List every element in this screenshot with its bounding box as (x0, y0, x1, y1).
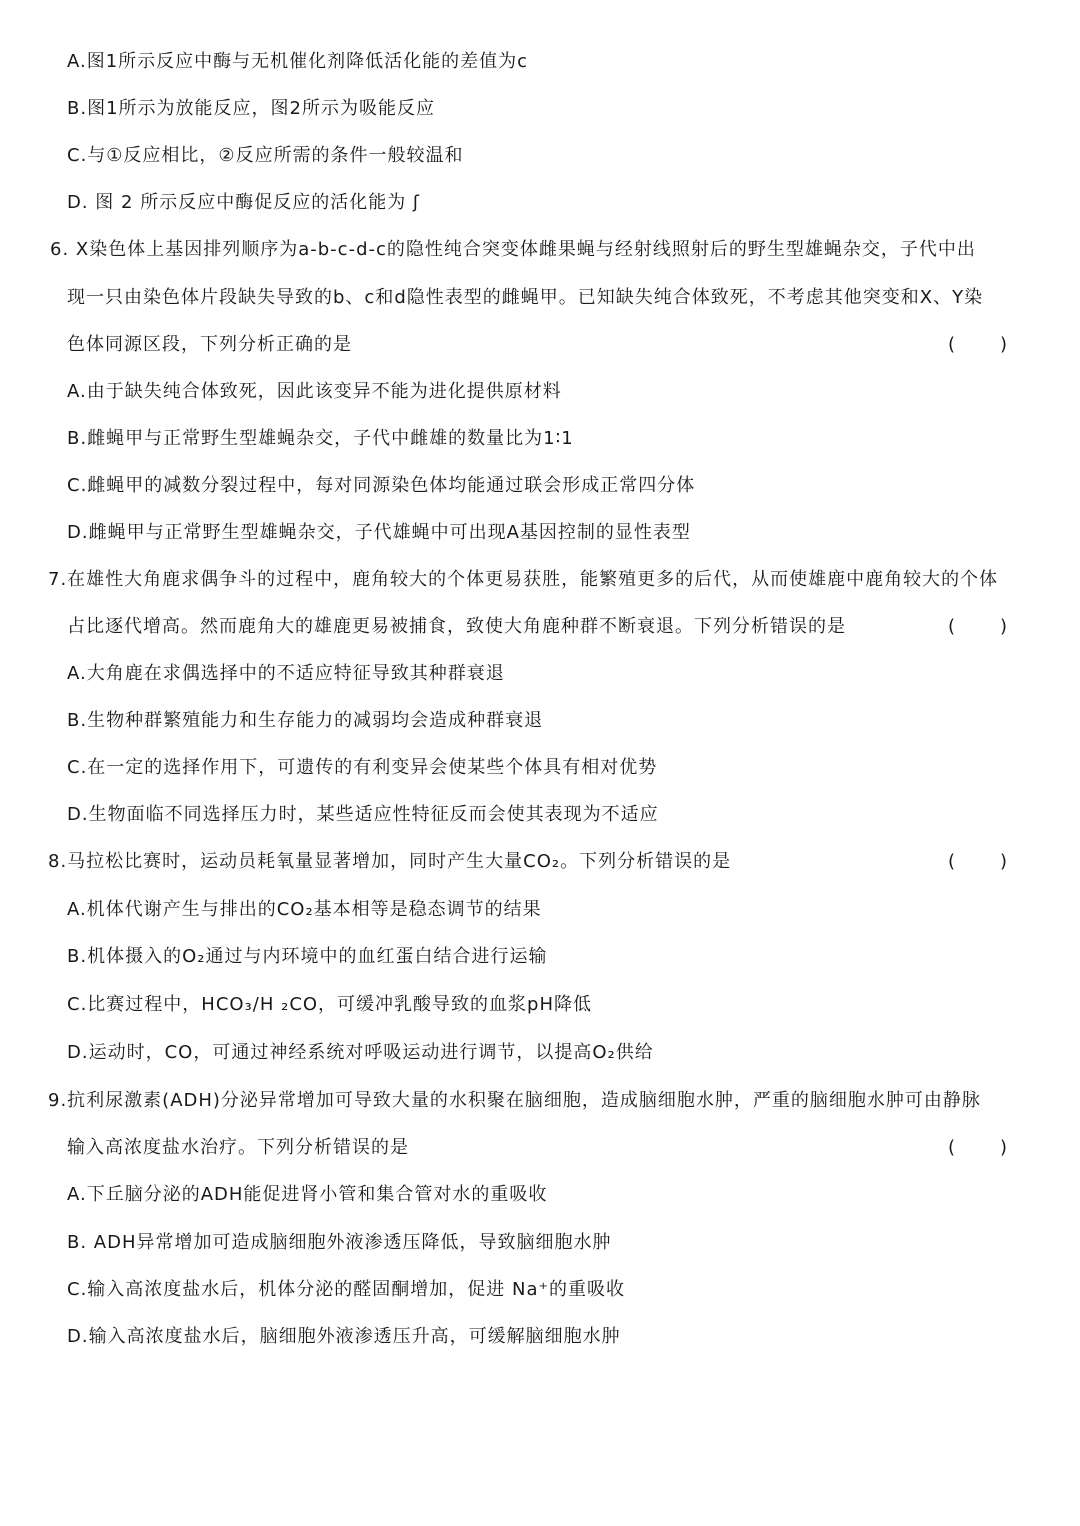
q6-option-b: B.雌蝇甲与正常野生型雄蝇杂交，子代中雌雄的数量比为1∶1 (67, 428, 574, 449)
q7-option-d: D.生物面临不同选择压力时，某些适应性特征反而会使其表现为不适应 (67, 804, 659, 825)
q5-option-d: D. 图 2 所示反应中酶促反应的活化能为 ʃ (67, 192, 420, 213)
q6-option-a: A.由于缺失纯合体致死，因此该变异不能为进化提供原材料 (67, 381, 562, 402)
q9-option-a: A.下丘脑分泌的ADH能促进肾小管和集合管对水的重吸收 (67, 1184, 548, 1205)
q7-stem-line-2: 占比逐代增高。然而鹿角大的雄鹿更易被捕食，致使大角鹿种群不断衰退。下列分析错误的是 ( ) (0, 610, 1080, 644)
q8-option-a: A.机体代谢产生与排出的CO₂基本相等是稳态调节的结果 (67, 899, 542, 920)
q7-answer-bracket: ( ) (948, 616, 1008, 637)
q6-option-d: D.雌蝇甲与正常野生型雄蝇杂交，子代雄蝇中可出现A基因控制的显性表型 (67, 522, 691, 543)
q6-answer-bracket: ( ) (948, 334, 1008, 355)
q8-option-c: C.比赛过程中，HCO₃/H ₂CO，可缓冲乳酸导致的血浆pH降低 (67, 994, 593, 1015)
q9-option-d: D.输入高浓度盐水后，脑细胞外液渗透压升高，可缓解脑细胞水肿 (67, 1326, 621, 1347)
q5-option-a: A.图1所示反应中酶与无机催化剂降低活化能的差值为c (67, 51, 529, 72)
q7-option-c: C.在一定的选择作用下，可遗传的有利变异会使某些个体具有相对优势 (67, 757, 658, 778)
q9-option-c: C.输入高浓度盐水后，机体分泌的醛固酮增加，促进 Na⁺的重吸收 (67, 1279, 626, 1300)
q9-option-b: B. ADH异常增加可造成脑细胞外液渗透压降低，导致脑细胞水肿 (67, 1232, 612, 1253)
q9-stem-line-2: 输入高浓度盐水治疗。下列分析错误的是 ( ) (0, 1131, 1080, 1165)
q7-option-a: A.大角鹿在求偶选择中的不适应特征导致其种群衰退 (67, 663, 505, 684)
q5-option-c: C.与①反应相比，②反应所需的条件一般较温和 (67, 145, 464, 166)
q9-stem-line-1: 9.抗利尿激素(ADH)分泌异常增加可导致大量的水积聚在脑细胞，造成脑细胞水肿，严重的脑细胞水肿可由静脉 (48, 1090, 981, 1111)
q8-option-d: D.运动时，CO，可通过神经系统对呼吸运动进行调节，以提高O₂供给 (67, 1042, 654, 1063)
q7-option-b: B.生物种群繁殖能力和生存能力的减弱均会造成种群衰退 (67, 710, 544, 731)
q8-option-b: B.机体摄入的O₂通过与内环境中的血红蛋白结合进行运输 (67, 946, 548, 967)
q6-option-c: C.雌蝇甲的减数分裂过程中，每对同源染色体均能通过联会形成正常四分体 (67, 475, 696, 496)
q5-option-b: B.图1所示为放能反应，图2所示为吸能反应 (67, 98, 435, 119)
q8-answer-bracket: ( ) (948, 851, 1008, 872)
q7-stem-line-1: 7.在雄性大角鹿求偶争斗的过程中，鹿角较大的个体更易获胜，能繁殖更多的后代，从而使雄鹿中鹿角较大的个体 (48, 569, 999, 590)
q9-answer-bracket: ( ) (948, 1137, 1008, 1158)
q6-stem-line-1: 6. X染色体上基因排列顺序为a-b-c-d-c的隐性纯合突变体雌果蝇与经射线照射后的野生型雄蝇杂交，子代中出 (50, 239, 976, 260)
q8-stem-line-1: 8.马拉松比赛时，运动员耗氧量显著增加，同时产生大量CO₂。下列分析错误的是 ( ) (0, 845, 1080, 879)
q6-stem-line-3: 色体同源区段，下列分析正确的是 ( ) (0, 328, 1080, 362)
q6-stem-line-2: 现一只由染色体片段缺失导致的b、c和d隐性表型的雌蝇甲。已知缺失纯合体致死，不考虑其他突变和X、Y染 (67, 287, 984, 308)
